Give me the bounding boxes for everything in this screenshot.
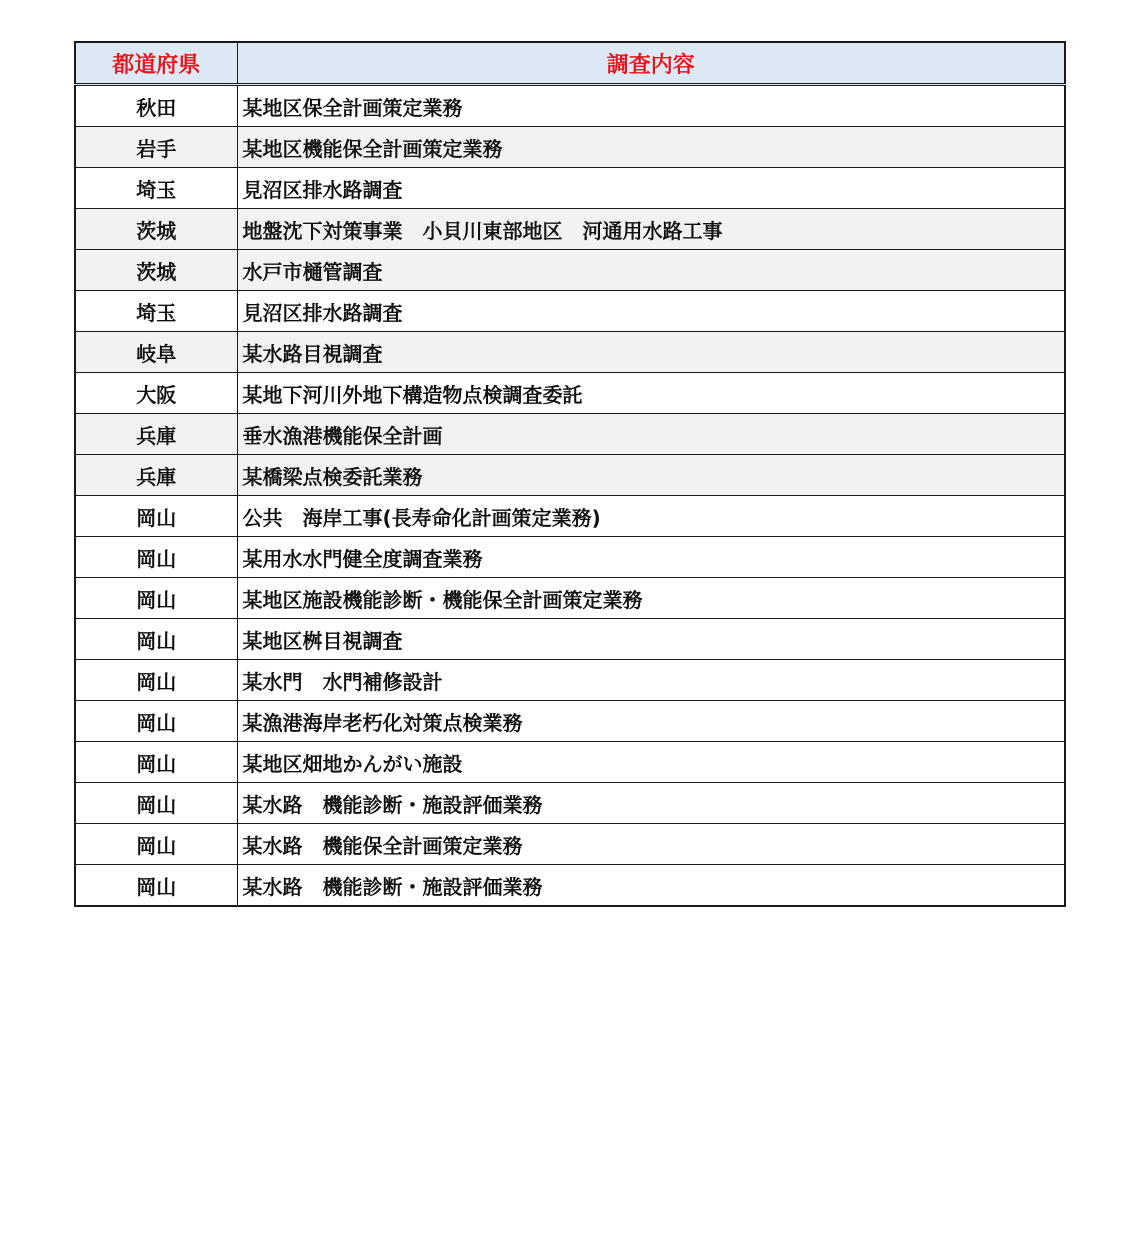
table-row xyxy=(75,168,1065,209)
table-row xyxy=(75,701,1065,742)
prefecture-cell: 大阪 xyxy=(75,373,237,414)
content-cell: 地盤沈下対策事業 小貝川東部地区 河通用水路工事 xyxy=(237,209,1065,250)
table-row xyxy=(75,660,1065,701)
prefecture-cell: 岡山 xyxy=(75,496,237,537)
content-cell: 某地区機能保全計画策定業務 xyxy=(237,127,1065,168)
content-cell: 某地区施設機能診断・機能保全計画策定業務 xyxy=(237,578,1065,619)
table-row xyxy=(75,209,1065,250)
prefecture-cell: 岡山 xyxy=(75,619,237,660)
table-row xyxy=(75,865,1065,907)
header-prefecture: 都道府県 xyxy=(75,42,237,85)
prefecture-cell: 埼玉 xyxy=(75,168,237,209)
prefecture-cell: 岡山 xyxy=(75,660,237,701)
content-cell: 某水路 機能診断・施設評価業務 xyxy=(237,865,1065,907)
table-row xyxy=(75,783,1065,824)
table-row xyxy=(75,85,1065,127)
table-row xyxy=(75,373,1065,414)
prefecture-cell: 茨城 xyxy=(75,209,237,250)
prefecture-cell: 岐阜 xyxy=(75,332,237,373)
header-row xyxy=(75,42,1065,85)
prefecture-cell: 岡山 xyxy=(75,783,237,824)
content-cell: 水戸市樋管調査 xyxy=(237,250,1065,291)
content-cell: 某地区保全計画策定業務 xyxy=(237,85,1065,127)
table-body xyxy=(75,85,1065,907)
prefecture-cell: 兵庫 xyxy=(75,414,237,455)
prefecture-cell: 岡山 xyxy=(75,578,237,619)
prefecture-cell: 岡山 xyxy=(75,742,237,783)
table-row xyxy=(75,496,1065,537)
prefecture-cell: 茨城 xyxy=(75,250,237,291)
table-header xyxy=(75,42,1065,85)
table-row xyxy=(75,414,1065,455)
table-row xyxy=(75,824,1065,865)
table-row xyxy=(75,578,1065,619)
content-cell: 某水路 機能保全計画策定業務 xyxy=(237,824,1065,865)
content-cell: 公共 海岸工事(長寿命化計画策定業務) xyxy=(237,496,1065,537)
table-row xyxy=(75,619,1065,660)
content-cell: 某地下河川外地下構造物点検調査委託 xyxy=(237,373,1065,414)
prefecture-cell: 岩手 xyxy=(75,127,237,168)
content-cell: 某用水水門健全度調査業務 xyxy=(237,537,1065,578)
survey-table xyxy=(74,41,1066,907)
prefecture-cell: 岡山 xyxy=(75,701,237,742)
prefecture-cell: 埼玉 xyxy=(75,291,237,332)
table-row xyxy=(75,742,1065,783)
content-cell: 某地区桝目視調査 xyxy=(237,619,1065,660)
table-row xyxy=(75,455,1065,496)
prefecture-cell: 秋田 xyxy=(75,85,237,127)
prefecture-cell: 岡山 xyxy=(75,537,237,578)
table-row xyxy=(75,250,1065,291)
table-row xyxy=(75,537,1065,578)
prefecture-cell: 岡山 xyxy=(75,865,237,907)
content-cell: 某地区畑地かんがい施設 xyxy=(237,742,1065,783)
content-cell: 某橋梁点検委託業務 xyxy=(237,455,1065,496)
table-row xyxy=(75,291,1065,332)
content-cell: 某水路 機能診断・施設評価業務 xyxy=(237,783,1065,824)
table-row xyxy=(75,127,1065,168)
content-cell: 某漁港海岸老朽化対策点検業務 xyxy=(237,701,1065,742)
table-row xyxy=(75,332,1065,373)
content-cell: 見沼区排水路調査 xyxy=(237,168,1065,209)
content-cell: 見沼区排水路調査 xyxy=(237,291,1065,332)
header-content: 調査内容 xyxy=(237,42,1065,85)
content-cell: 某水門 水門補修設計 xyxy=(237,660,1065,701)
prefecture-cell: 岡山 xyxy=(75,824,237,865)
content-cell: 某水路目視調査 xyxy=(237,332,1065,373)
prefecture-cell: 兵庫 xyxy=(75,455,237,496)
content-cell: 垂水漁港機能保全計画 xyxy=(237,414,1065,455)
